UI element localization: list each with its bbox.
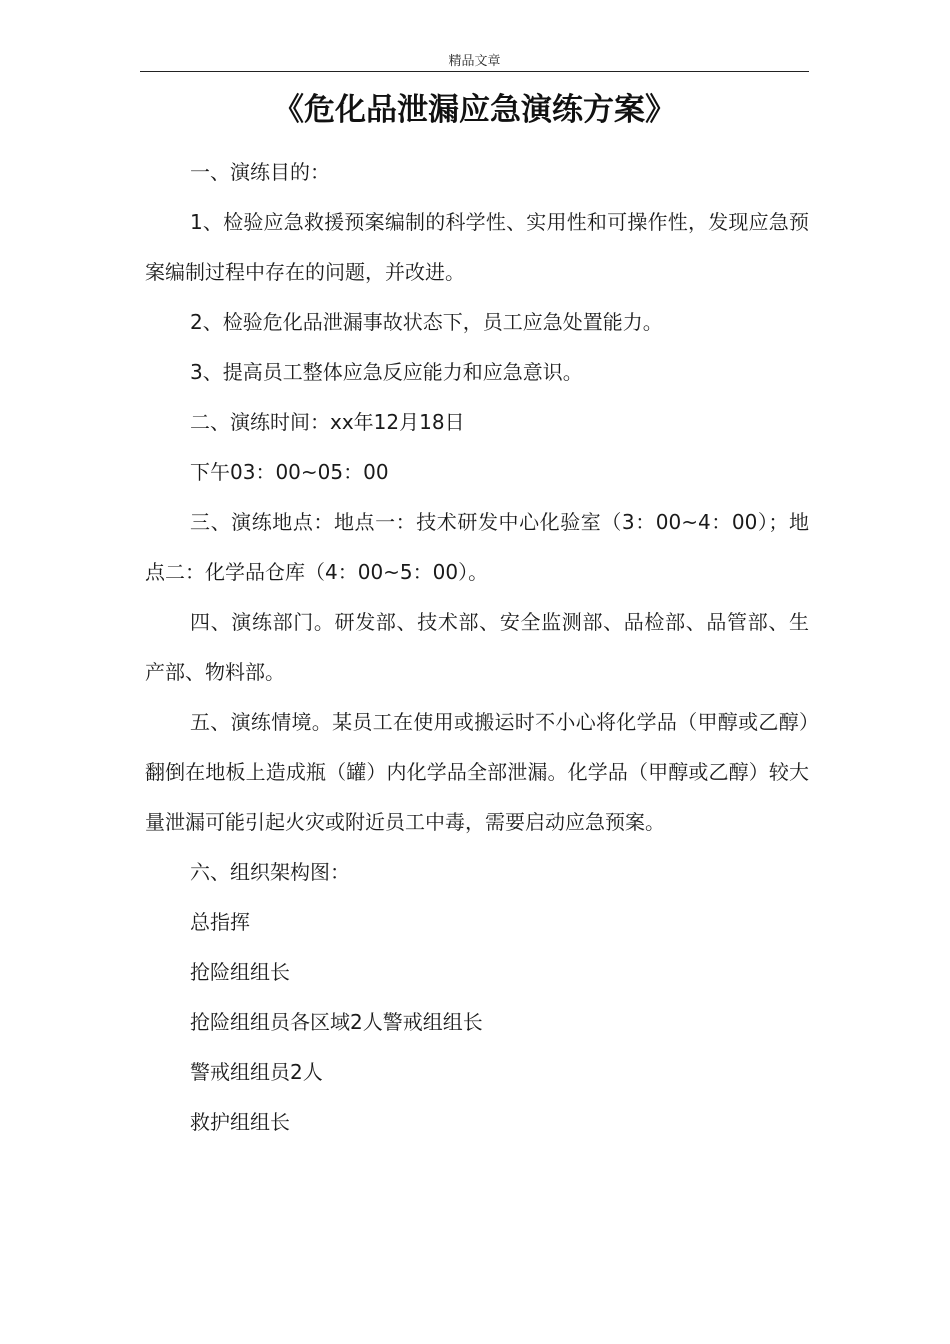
section-departments: 四、演练部门。研发部、技术部、安全监测部、品检部、品管部、生产部、物料部。	[145, 610, 809, 684]
section-heading-org-chart: 六、组织架构图：	[190, 860, 350, 884]
purpose-item-2: 2、检验危化品泄漏事故状态下，员工应急处置能力。	[190, 310, 663, 334]
section-heading-time: 二、演练时间：xx年12月18日	[190, 410, 465, 434]
time-detail: 下午03：00~05：00	[190, 460, 389, 484]
purpose-item-3: 3、提高员工整体应急反应能力和应急意识。	[190, 360, 583, 384]
page-header-label: 精品文章	[448, 54, 501, 69]
document-body	[145, 147, 809, 1147]
org-chart-item: 总指挥	[190, 910, 250, 934]
org-chart-item: 警戒组组员2人	[190, 1060, 323, 1084]
org-chart-item: 救护组组长	[190, 1110, 290, 1134]
section-location: 三、演练地点：地点一：技术研发中心化验室（3：00~4：00）；地点二：化学品仓库（4：00~5：00）。	[145, 510, 809, 584]
org-chart-item: 抢险组组长	[190, 960, 290, 984]
org-chart-item: 抢险组组员各区域2人警戒组组长	[190, 1010, 483, 1034]
section-heading-purpose: 一、演练目的：	[190, 160, 330, 184]
header-divider	[140, 71, 809, 72]
section-scenario: 五、演练情境。某员工在使用或搬运时不小心将化学品（甲醇或乙醇）翻倒在地板上造成瓶（罐）内化学品全部泄漏。化学品（甲醇或乙醇）较大量泄漏可能引起火灾或附近员工中毒，需要启动应急预案。	[145, 710, 809, 834]
document-title: 《危化品泄漏应急演练方案》	[273, 92, 676, 128]
purpose-item-1: 1、检验应急救援预案编制的科学性、实用性和可操作性，发现应急预案编制过程中存在的问题，并改进。	[145, 210, 809, 284]
